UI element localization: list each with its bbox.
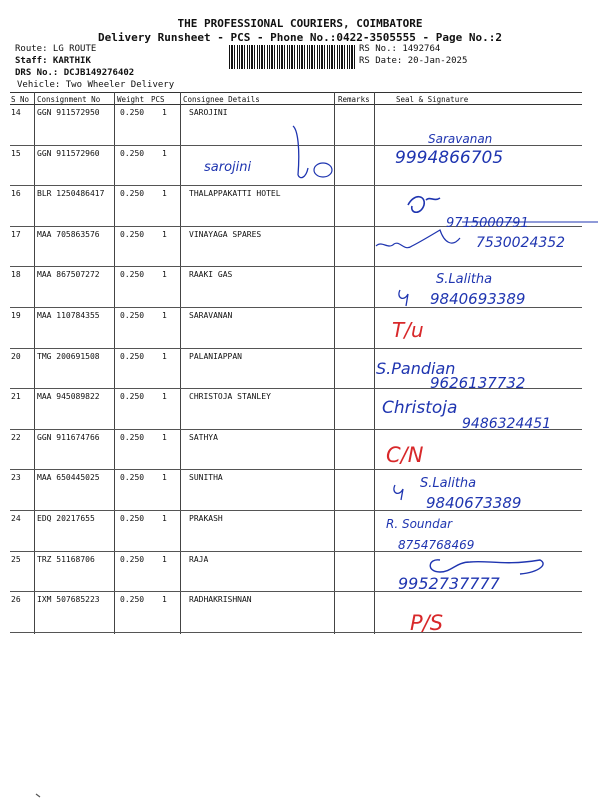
table-row: [10, 592, 582, 632]
handwritten-phone: 9840693389: [430, 290, 526, 308]
cell-consignee: PRAKASH: [189, 514, 223, 523]
cell-sno: 16: [11, 189, 21, 199]
handwritten-phone: 9626137732: [430, 374, 526, 392]
vehicle-label: Vehicle: Two Wheeler Delivery: [17, 80, 175, 90]
table-row: [10, 146, 582, 186]
handwritten-phone: 9486324451: [462, 416, 552, 432]
cell-consignment: GGN 911572960: [37, 148, 100, 158]
col-header-consignee: Consignee Details: [183, 95, 260, 104]
handwritten-name: S.Pandian: [376, 359, 456, 378]
handwritten-remark: C/N: [386, 443, 424, 467]
cell-sno: 20: [11, 351, 21, 361]
handwritten-remark: T/u: [392, 318, 424, 342]
cell-sno: 15: [11, 148, 21, 158]
cell-consignee: VINAYAGA SPARES: [189, 229, 262, 239]
cell-weight: 0.250: [120, 189, 145, 199]
cell-consignment: GGN 911674766: [37, 432, 100, 442]
cell-pcs: 1: [162, 473, 167, 483]
table-row: [10, 267, 582, 307]
table-row: [10, 105, 582, 145]
table-row: [10, 186, 582, 226]
cell-consignment: BLR 1250486417: [37, 189, 105, 199]
cell-consignee: CHRISTOJA STANLEY: [189, 392, 271, 402]
cell-consignee: SAROJINI: [189, 108, 228, 117]
cell-pcs: 1: [162, 270, 167, 280]
handwritten-name: S.Lalitha: [420, 476, 477, 491]
handwritten-remark: P/S: [410, 611, 444, 635]
handwritten-phone: 9952737777: [398, 574, 500, 593]
table-row: [10, 389, 582, 429]
cell-consignee: RADHAKRISHNAN: [189, 595, 252, 605]
col-header-signature: Seal & Signature: [396, 95, 469, 104]
handwritten-name: sarojini: [204, 160, 252, 175]
cell-consignment: EDQ 20217655: [37, 514, 95, 523]
cell-consignment: MAA 705863576: [37, 229, 100, 239]
cell-sno: 24: [11, 514, 21, 523]
handwritten-phone: 9715000791: [446, 216, 529, 231]
cell-sno: 21: [11, 392, 21, 402]
barcode-image: [229, 45, 355, 69]
rs-number: RS No.: 1492764: [359, 44, 441, 54]
cell-sno: 17: [11, 229, 21, 239]
table-top-rule: [10, 92, 582, 93]
runsheet-subtitle: Delivery Runsheet - PCS - Phone No.:0422-3505555 - Page No.:2: [98, 31, 502, 44]
cell-consignee: THALAPPAKATTI HOTEL: [189, 189, 281, 199]
cell-weight: 0.250: [120, 554, 145, 564]
cell-sno: 23: [11, 473, 21, 483]
rs-date: RS Date: 20-Jan-2025: [359, 56, 468, 66]
cell-weight: 0.250: [120, 514, 145, 523]
col-header-consignment: Consignment No: [37, 95, 101, 104]
cell-pcs: 1: [162, 189, 167, 199]
cell-pcs: 1: [162, 311, 167, 320]
cell-weight: 0.250: [120, 148, 145, 158]
cell-pcs: 1: [162, 514, 167, 523]
drs-number: DRS No.: DCJB149276402: [15, 68, 135, 78]
handwritten-phone: 8754768469: [398, 538, 475, 552]
cell-consignee: SARAVANAN: [189, 311, 233, 320]
cell-sno: 26: [11, 595, 21, 605]
handwritten-name: Saravanan: [428, 132, 493, 146]
table-row: [10, 227, 582, 267]
cell-consignee: RAJA: [189, 554, 209, 564]
cell-consignee: RAAKI GAS: [189, 270, 233, 280]
table-row: [10, 511, 582, 551]
cell-pcs: 1: [162, 432, 167, 442]
cell-pcs: 1: [162, 148, 167, 158]
cell-weight: 0.250: [120, 108, 145, 117]
table-row: [10, 430, 582, 470]
cell-sno: 19: [11, 311, 21, 320]
staff-label: Staff: KARTHIK: [15, 56, 91, 66]
cell-pcs: 1: [162, 108, 167, 117]
cell-sno: 22: [11, 432, 21, 442]
cell-weight: 0.250: [120, 473, 145, 483]
cell-weight: 0.250: [120, 392, 145, 402]
cell-sno: 18: [11, 270, 21, 280]
cell-weight: 0.250: [120, 311, 145, 320]
cell-pcs: 1: [162, 229, 167, 239]
cell-consignee: SATHYA: [189, 432, 218, 442]
handwritten-phone: 7530024352: [476, 235, 566, 251]
table-row: [10, 470, 582, 510]
cell-consignee: PALANIAPPAN: [189, 351, 242, 361]
table-row: [10, 552, 582, 592]
cell-pcs: 1: [162, 351, 167, 361]
col-header-pcs: PCS: [151, 95, 165, 104]
cell-pcs: 1: [162, 554, 167, 564]
handwritten-phone: 9840673389: [426, 494, 522, 512]
cell-consignment: IXM 507685223: [37, 595, 100, 605]
cell-weight: 0.250: [120, 595, 145, 605]
cell-consignment: MAA 110784355: [37, 311, 100, 320]
cell-consignment: MAA 945089822: [37, 392, 100, 402]
col-header-sno: S No: [11, 95, 30, 104]
col-header-remarks: Remarks: [338, 95, 370, 104]
table-row: [10, 308, 582, 348]
cell-consignment: TMG 200691508: [37, 351, 100, 361]
handwritten-name: Christoja: [382, 398, 458, 418]
cell-consignment: MAA 867507272: [37, 270, 100, 280]
cell-consignee: SUNITHA: [189, 473, 223, 483]
handwritten-phone: 9994866705: [395, 148, 504, 168]
row-rule: [10, 632, 582, 633]
cell-pcs: 1: [162, 595, 167, 605]
cell-consignment: MAA 650445025: [37, 473, 100, 483]
table-row: [10, 349, 582, 389]
cell-consignment: GGN 911572950: [37, 108, 100, 117]
stray-mark: [36, 794, 40, 797]
cell-weight: 0.250: [120, 270, 145, 280]
cell-weight: 0.250: [120, 351, 145, 361]
handwritten-name: S.Lalitha: [436, 272, 493, 287]
cell-sno: 25: [11, 554, 21, 564]
cell-consignment: TRZ 51168706: [37, 554, 95, 564]
company-title: THE PROFESSIONAL COURIERS, COIMBATORE: [177, 17, 423, 30]
cell-pcs: 1: [162, 392, 167, 402]
route-label: Route: LG ROUTE: [15, 44, 97, 54]
cell-weight: 0.250: [120, 432, 145, 442]
col-header-weight: Weight: [117, 95, 145, 104]
cell-sno: 14: [11, 108, 21, 117]
handwritten-name: R. Soundar: [386, 517, 453, 531]
cell-weight: 0.250: [120, 229, 145, 239]
